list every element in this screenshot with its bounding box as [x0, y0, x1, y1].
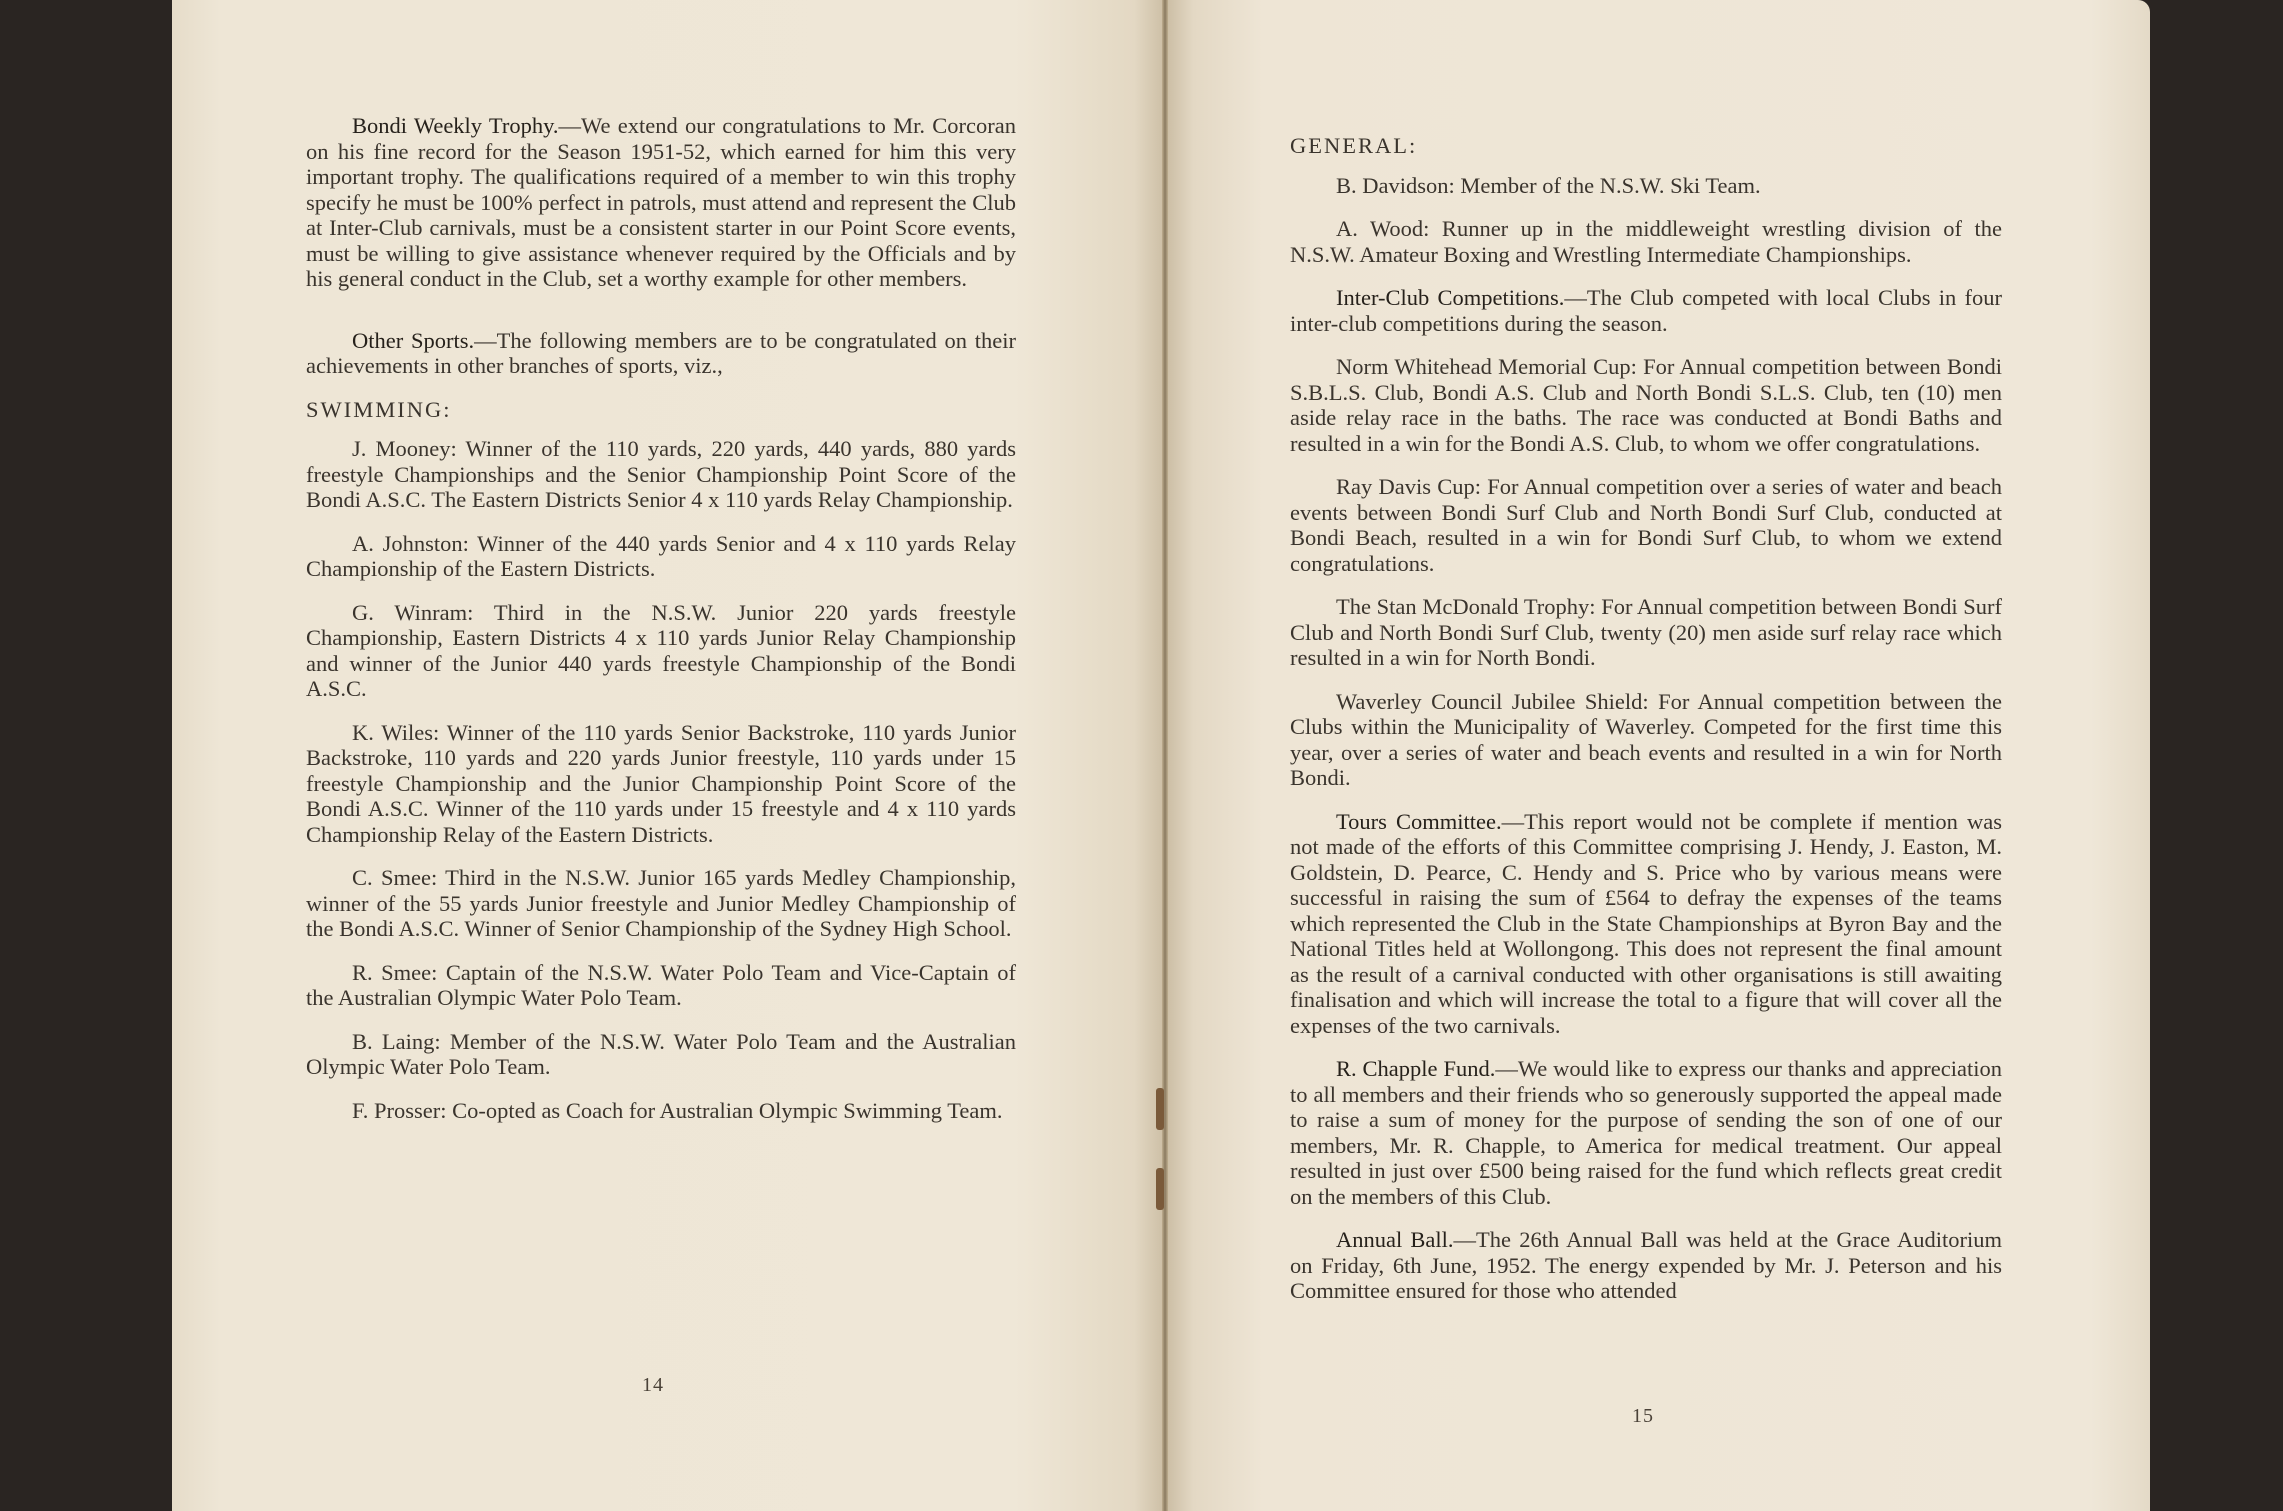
general-entry: B. Davidson: Member of the N.S.W. Ski Team.	[1336, 172, 1761, 198]
page-number: 14	[642, 1374, 664, 1396]
swimming-entry: C. Smee: Third in the N.S.W. Junior 165 yards Medley Championship, winner of the 55 yards Junior freestyle and Junior Medley Championship of the Bondi A.S.C. Winner of Senior Championship of the Sydney High School.	[306, 865, 1016, 941]
general-entry: A. Wood: Runner up in the middleweight wrestling division of the N.S.W. Amateur Boxing and Wrestling Intermediate Championships.	[1290, 216, 2002, 267]
swimming-entry: F. Prosser: Co-opted as Coach for Australian Olympic Swimming Team.	[352, 1097, 1003, 1123]
swimming-heading: SWIMMING:	[306, 396, 452, 422]
swimming-entry: J. Mooney: Winner of the 110 yards, 220 yards, 440 yards, 880 yards freestyle Championships and the Senior Championship Point Score of the Bondi A.S.C. The Eastern Districts Senior 4 x 110 yards Relay Championship.	[306, 436, 1016, 512]
chapple-fund-paragraph	[1290, 1056, 2002, 1209]
right-page-text	[1290, 133, 2002, 1322]
bondi-weekly-trophy-paragraph	[306, 113, 1016, 292]
other-sports-paragraph	[306, 328, 1016, 379]
paragraph-lead: Annual Ball.	[1336, 1227, 1454, 1252]
staple	[1156, 1168, 1164, 1210]
paragraph-body: —The following members are to be congratulated on their achievements in other branches of sports, viz.,	[306, 327, 1016, 378]
competition-entry: Ray Davis Cup: For Annual competition over a series of water and beach events between Bondi Surf Club and North Bondi Surf Club, conducted at Bondi Beach, resulted in a win for Bondi Surf Club, to whom we extend congratulations.	[1290, 474, 2002, 576]
paragraph-lead: Tours Committee.	[1336, 808, 1502, 834]
competition-entry: Norm Whitehead Memorial Cup: For Annual competition between Bondi S.B.L.S. Club, Bondi A.S. Club and North Bondi S.L.S. Club, ten (10) men aside relay race in the baths. The race was conducted at Bondi Baths and resulted in a win for the Bondi A.S. Club, to whom we offer congratulations.	[1290, 354, 2002, 456]
swimming-entry: A. Johnston: Winner of the 440 yards Senior and 4 x 110 yards Relay Championship of the Eastern Districts.	[306, 530, 1016, 581]
inter-club-paragraph	[1290, 285, 2002, 336]
left-page	[172, 0, 1164, 1511]
general-heading: GENERAL:	[1290, 133, 1418, 158]
page-number: 15	[1632, 1405, 1654, 1427]
booklet-spread	[172, 0, 2150, 1511]
competition-entry: The Stan McDonald Trophy: For Annual competition between Bondi Surf Club and North Bondi Surf Club, twenty (20) men aside surf relay race which resulted in a win for North Bondi.	[1290, 594, 2002, 670]
annual-ball-paragraph	[1290, 1227, 2002, 1304]
swimming-entry: K. Wiles: Winner of the 110 yards Senior Backstroke, 110 yards Junior Backstroke, 110 yards and 220 yards Junior freestyle, 110 yards under 15 freestyle Championship and the Junior Championship Point Score of the Bondi A.S.C. Winner of the 110 yards under 15 freestyle and 4 x 110 yards Championship Relay of the Eastern Districts.	[306, 719, 1016, 847]
paragraph-body: —This report would not be complete if mention was not made of the efforts of this Committee comprising J. Hendy, J. Easton, M. Goldstein, D. Pearce, C. Hendy and S. Price who by various means were successful in raising the sum of £564 to defray the expenses of the teams which represented the Club in the State Championships at Byron Bay and the National Titles held at Wollongong. This does not represent the final amount as the result of a carnival conducted with other organisations is still awaiting finalisation and which will increase the total to a figure that will cover all the expenses of the two carnivals.	[1290, 808, 2002, 1038]
swimming-entry: G. Winram: Third in the N.S.W. Junior 220 yards freestyle Championship, Eastern Districts 4 x 110 yards Junior Relay Championship and winner of the Junior 440 yards freestyle Championship of the Bondi A.S.C.	[306, 599, 1016, 701]
left-page-text	[306, 113, 1016, 1141]
paragraph-body: —The 26th Annual Ball was held at the Grace Auditorium on Friday, 6th June, 1952. The energy expended by Mr. J. Peterson and his Committee ensured for those who attended	[1290, 1227, 2003, 1303]
paragraph-lead: Other Sports.	[352, 327, 475, 353]
swimming-entry: B. Laing: Member of the N.S.W. Water Polo Team and the Australian Olympic Water Polo Team.	[306, 1028, 1016, 1079]
swimming-entry: R. Smee: Captain of the N.S.W. Water Polo Team and Vice-Captain of the Australian Olympic Water Polo Team.	[306, 959, 1016, 1010]
staple	[1156, 1088, 1164, 1130]
book-gutter	[1162, 0, 1168, 1511]
competition-entry: Waverley Council Jubilee Shield: For Annual competition between the Clubs within the Municipality of Waverley. Competed for the first time this year, over a series of water and beach events and resulted in a win for North Bondi.	[1290, 688, 2002, 790]
paragraph-lead: R. Chapple Fund.	[1336, 1056, 1496, 1081]
paragraph-body: —We extend our congratulations to Mr. Corcoran on his fine record for the Season 1951-52, which earned for him this very important trophy. The qualifications required of a member to win this trophy specify he must be 100% perfect in patrols, must attend and represent the Club at Inter-Club carnivals, must be a consistent starter in our Point Score events, must be willing to give assistance whenever required by the Officials and by his general conduct in the Club, set a worthy example for other members.	[306, 113, 1016, 291]
tours-committee-paragraph	[1290, 809, 2002, 1039]
paragraph-lead: Bondi Weekly Trophy.	[352, 113, 559, 138]
right-page	[1164, 0, 2150, 1511]
paragraph-body: —The Club competed with local Clubs in four inter-club competitions during the season.	[1290, 285, 2003, 336]
paragraph-body: —We would like to express our thanks and appreciation to all members and their friends who so generously supported the appeal made to raise a sum of money for the purpose of sending the son of one of our members, Mr. R. Chapple, to America for medical treatment. Our appeal resulted in just over £500 being raised for the fund which reflects great credit on the members of this Club.	[1290, 1056, 2002, 1209]
paragraph-lead: Inter-Club Competitions.	[1336, 285, 1565, 310]
